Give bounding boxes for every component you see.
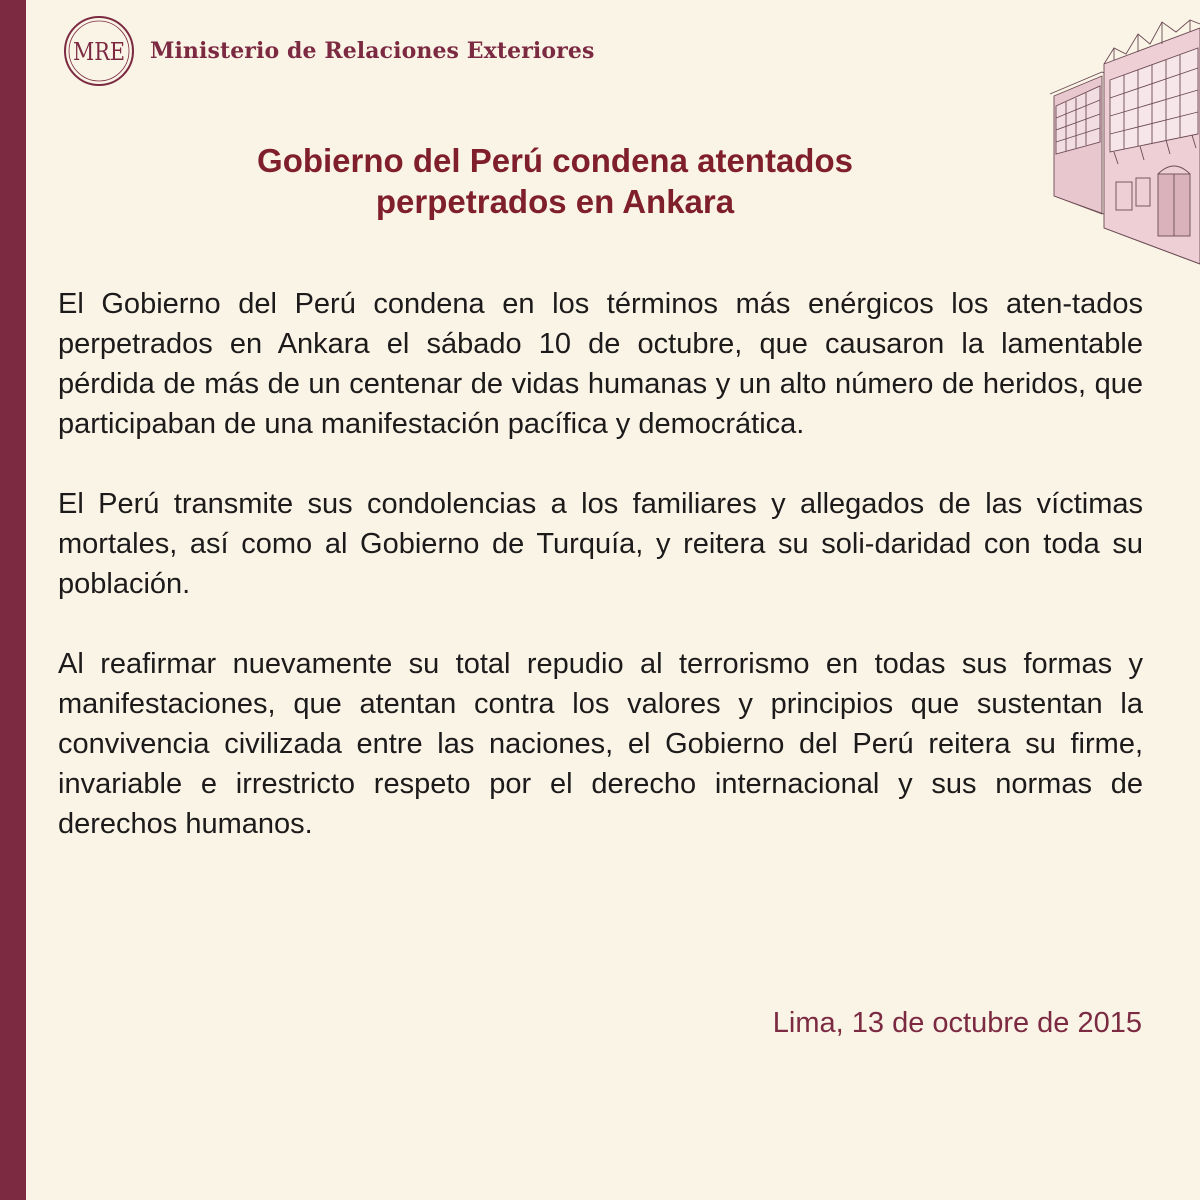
- press-release-body: [58, 284, 1143, 844]
- colonial-building-balcony-icon: [1040, 14, 1200, 266]
- mre-seal-icon: [62, 14, 136, 88]
- body-paragraph-3: Al reafirmar nuevamente su total repudio al terrorismo en todas sus formas y manifestaciones, que atentan contra los valores y principios que sustentan la convivencia civilizada entre las naciones, el Gobierno del Perú reitera su firme, invariable e irrestricto respeto por el derecho internacional y sus normas de derechos humanos.: [58, 648, 1143, 840]
- accent-side-bar: [0, 0, 26, 1200]
- place-and-date: Lima, 13 de octubre de 2015: [772, 1007, 1142, 1039]
- body-paragraph-1: El Gobierno del Perú condena en los términos más enérgicos los aten-tados perpetrados en Ankara el sábado 10 de octubre, que causaron la lamentable pérdida de más de un centenar de vidas humanas y un alto número de heridos, que participaban de una manifestación pacífica y democrática.: [58, 288, 1143, 440]
- title-line-1: Gobierno del Perú condena atentados: [257, 142, 853, 179]
- ministry-header: [62, 14, 594, 88]
- press-release-title: [150, 140, 960, 222]
- ministry-name: Ministerio de Relaciones Exteriores: [150, 38, 595, 64]
- title-line-2: perpetrados en Ankara: [375, 183, 735, 220]
- logo-monogram: MRE: [73, 38, 125, 66]
- body-paragraph-2: El Perú transmite sus condolencias a los familiares y allegados de las víctimas mortales, así como al Gobierno de Turquía, y reitera su soli-daridad con toda su población.: [58, 488, 1143, 600]
